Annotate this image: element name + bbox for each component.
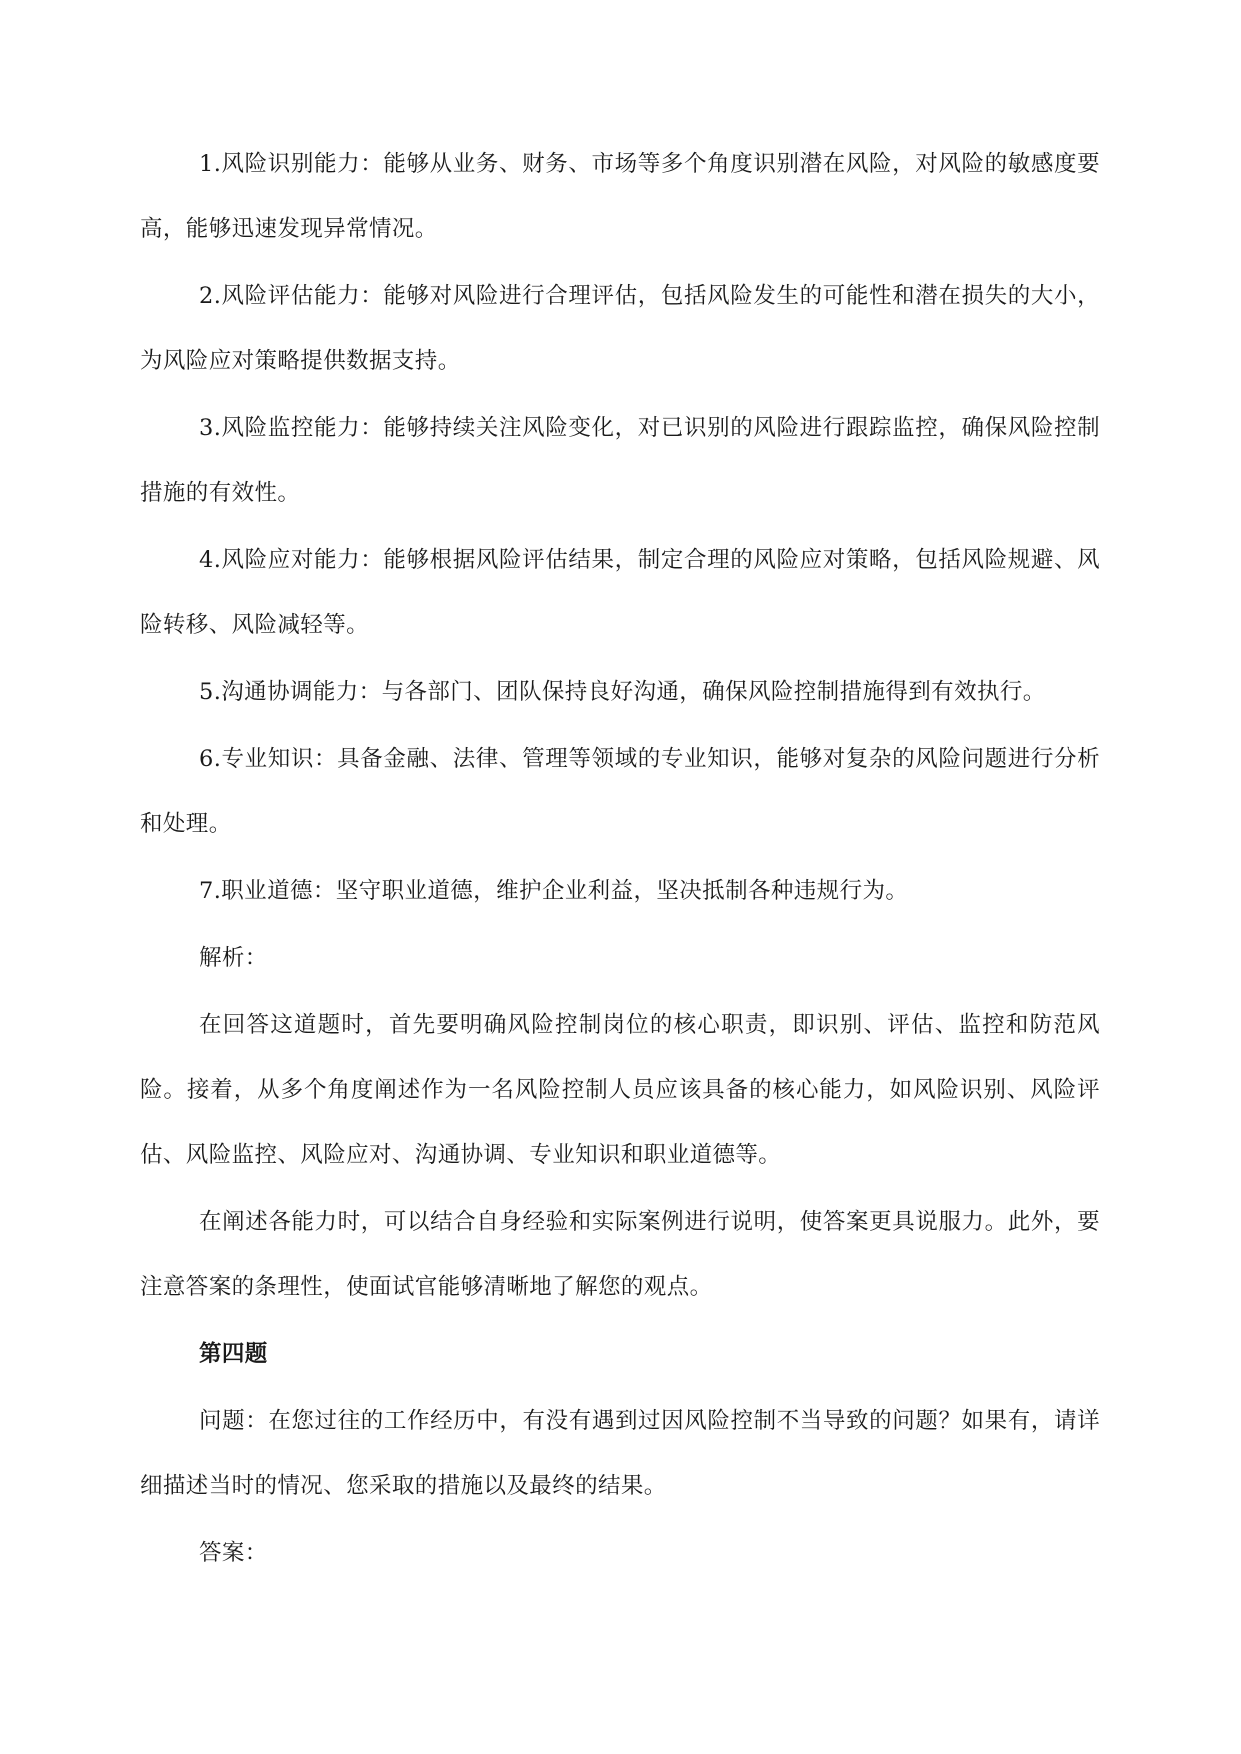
document-body <box>140 132 1100 1588</box>
paragraph-risk-identification: 1.风险识别能力：能够从业务、财务、市场等多个角度识别潜在风险，对风险的敏感度要高，能够迅速发现异常情况。 <box>140 151 1100 242</box>
paragraph-risk-monitoring: 3.风险监控能力：能够持续关注风险变化，对已识别的风险进行跟踪监控，确保风险控制措施的有效性。 <box>140 415 1100 506</box>
paragraph-risk-assessment: 2.风险评估能力：能够对风险进行合理评估，包括风险发生的可能性和潜在损失的大小，为风险应对策略提供数据支持。 <box>140 283 1100 374</box>
paragraph-analysis-2: 在阐述各能力时，可以结合自身经验和实际案例进行说明，使答案更具说服力。此外，要注意答案的条理性，使面试官能够清晰地了解您的观点。 <box>140 1209 1100 1300</box>
answer-label: 答案： <box>199 1540 268 1566</box>
paragraph-analysis-1: 在回答这道题时，首先要明确风险控制岗位的核心职责，即识别、评估、监控和防范风险。接着，从多个角度阐述作为一名风险控制人员应该具备的核心能力，如风险识别、风险评估、风险监控、风险应对、沟通协调、专业知识和职业道德等。 <box>140 1012 1100 1168</box>
section-heading: 第四题 <box>199 1341 268 1367</box>
paragraph-risk-response: 4.风险应对能力：能够根据风险评估结果，制定合理的风险应对策略，包括风险规避、风险转移、风险减轻等。 <box>140 547 1100 638</box>
paragraph-professional-knowledge: 6.专业知识：具备金融、法律、管理等领域的专业知识，能够对复杂的风险问题进行分析和处理。 <box>140 746 1100 837</box>
analysis-label: 解析： <box>199 945 268 971</box>
paragraph-professional-ethics: 7.职业道德：坚守职业道德，维护企业利益，坚决抵制各种违规行为。 <box>199 878 909 904</box>
paragraph-question: 问题：在您过往的工作经历中，有没有遇到过因风险控制不当导致的问题？如果有，请详细描述当时的情况、您采取的措施以及最终的结果。 <box>140 1408 1100 1499</box>
paragraph-communication: 5.沟通协调能力：与各部门、团队保持良好沟通，确保风险控制措施得到有效执行。 <box>199 679 1046 705</box>
